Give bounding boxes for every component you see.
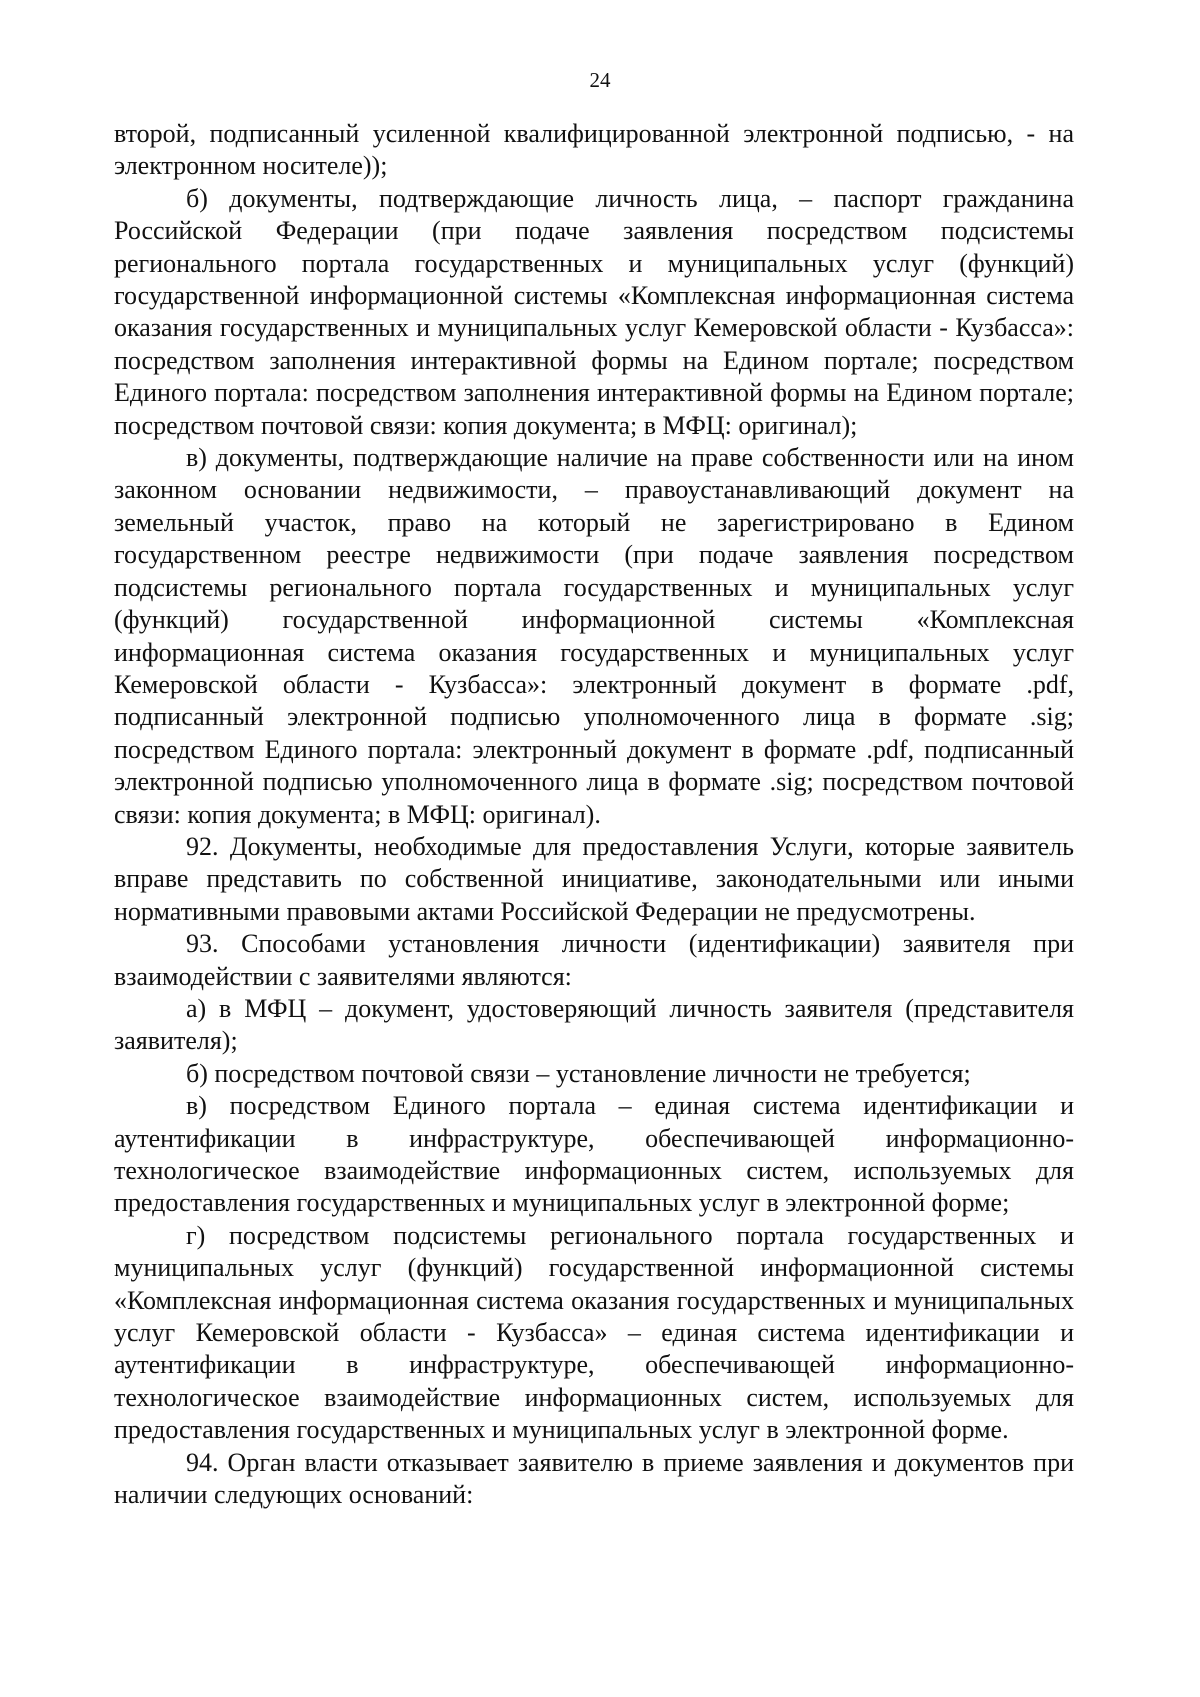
paragraph-identity-documents: б) документы, подтверждающие личность лица, – паспорт гражданина Российской Федерации (при подаче заявления посредством подсистемы регионального портала государственных и муниципальных услуг (функций) государственной информационной системы «Комплексная информационная система оказания государственных и муниципальных услуг Кемеровской области - Кузбасса»: посредством заполнения интерактивной формы на Едином портале; посредством Единого портала: посредством заполнения интерактивной формы на Едином портале; посредством почтовой связи: копия документа; в МФЦ: оригинал);: [114, 183, 1074, 440]
paragraph-property-documents: в) документы, подтверждающие наличие на праве собственности или на ином законном основании недвижимости, – правоустанавливающий документ на земельный участок, право на который не зарегистрировано в Едином государственном реестре недвижимости (при подаче заявления посредством подсистемы регионального портала государственных и муниципальных услуг (функций) государственной информационной системы «Комплексная информационная система оказания государственных и муниципальных услуг Кемеровской области - Кузбасса»: электронный документ в формате .pdf, подписанный электронной подписью уполномоченного лица в формате .sig; посредством Единого портала: электронный документ в формате .pdf, подписанный электронной подписью уполномоченного лица в формате .sig; посредством почтовой связи: копия документа; в МФЦ: оригинал).: [114, 443, 1074, 829]
paragraph-92: 92. Документы, необходимые для предоставления Услуги, которые заявитель вправе представить по собственной инициативе, законодательными или иными нормативными правовыми актами Российской Федерации не предусмотрены.: [114, 831, 1074, 926]
paragraph-93: 93. Способами установления личности (идентификации) заявителя при взаимодействии с заявителями являются:: [114, 929, 1074, 991]
paragraph-93-g: г) посредством подсистемы регионального портала государственных и муниципальных услуг (функций) государственной информационной системы «Комплексная информационная система оказания государственных и муниципальных услуг Кемеровской области - Кузбасса» – единая система идентификации и аутентификации в инфраструктуре, обеспечивающей информационно-технологическое взаимодействие информационных систем, используемых для предоставления государственных и муниципальных услуг в электронной форме.: [114, 1220, 1074, 1445]
page-number: 24: [589, 68, 611, 92]
paragraph-93-b: б) посредством почтовой связи – установление личности не требуется;: [186, 1058, 971, 1088]
paragraph-93-a: а) в МФЦ – документ, удостоверяющий личность заявителя (представителя заявителя);: [114, 993, 1074, 1056]
paragraph-continuation: второй, подписанный усиленной квалифицированной электронной подписью, - на электронном носителе));: [114, 119, 1074, 181]
document-body: [114, 118, 1074, 1511]
paragraph-93-v: в) посредством Единого портала – единая система идентификации и аутентификации в инфраструктуре, обеспечивающей информационно-технологическое взаимодействие информационных систем, используемых для предоставления государственных и муниципальных услуг в электронной форме;: [114, 1091, 1074, 1218]
paragraph-94: 94. Орган власти отказывает заявителю в приеме заявления и документов при наличии следующих оснований:: [114, 1447, 1074, 1510]
